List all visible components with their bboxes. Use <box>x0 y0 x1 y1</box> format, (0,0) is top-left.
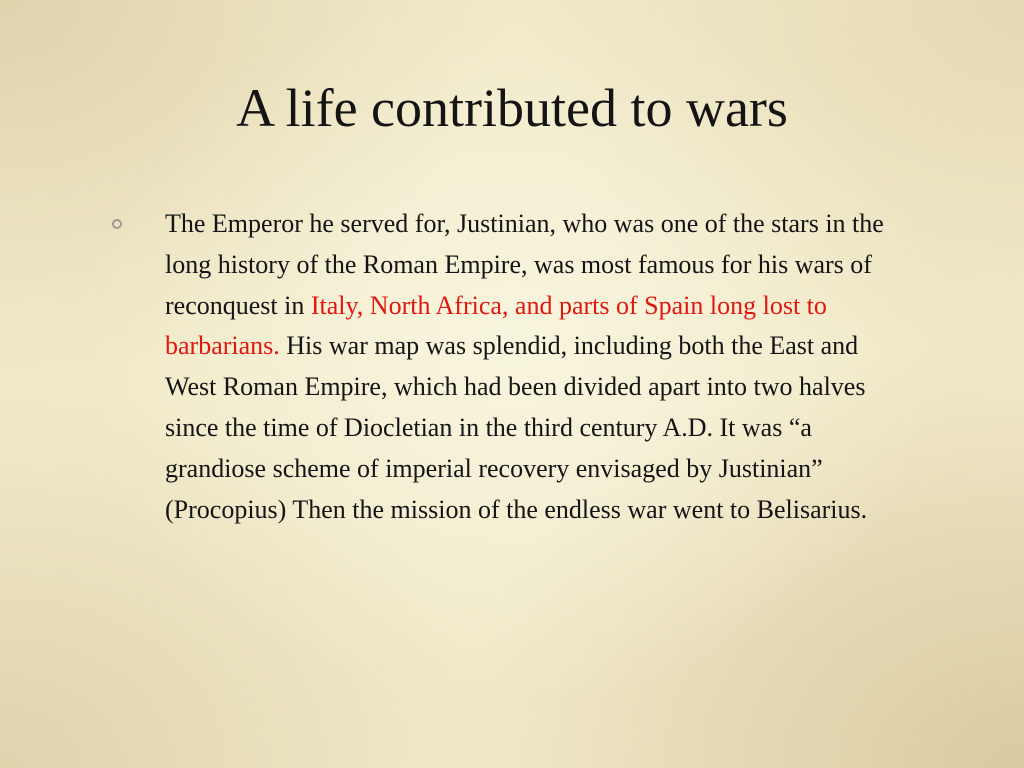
bullet-highlight-text: Italy, North Africa, and parts of Spain long lost to barbarians. <box>165 290 827 361</box>
bullet-text-after: His war map was splendid, including both the East and West Roman Empire, which had been divided apart into two halves since the time of Diocletian in the third century A.D. It was “a grandiose scheme of imperial recovery envisaged by Justinian” (Procopius) Then the mission of the endless war went to Belisarius. <box>165 331 868 524</box>
bullet-paragraph <box>165 204 912 530</box>
slide-title: A life contributed to wars <box>236 78 788 138</box>
bullet-list <box>112 204 912 530</box>
hollow-circle-bullet-icon <box>112 219 122 229</box>
bullet-text-before: The Emperor he served for, Justinian, who was one of the stars in the long history of the Roman Empire, was most famous for his wars of reconquest in <box>165 209 884 320</box>
